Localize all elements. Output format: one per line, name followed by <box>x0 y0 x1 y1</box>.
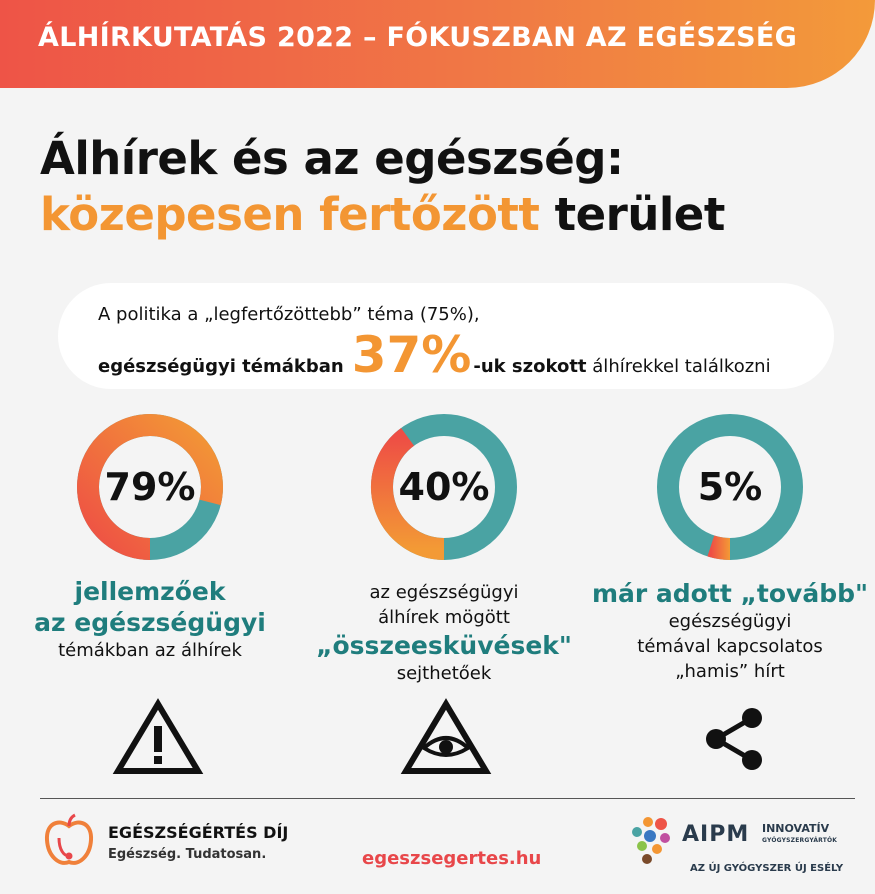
banner-title: ÁLHÍRKUTATÁS 2022 – FÓKUSZBAN AZ EGÉSZSÉG <box>38 22 798 53</box>
stat-2-teal-1: „összeesküvések" <box>316 631 572 660</box>
share-icon <box>698 702 772 776</box>
header-banner <box>0 0 875 88</box>
stat-3-caption <box>585 578 875 684</box>
page-title-line1: Álhírek és az egészség: <box>40 132 624 185</box>
title-rest: terület <box>554 188 725 241</box>
donut-2-label: 40% <box>398 465 490 509</box>
partner-name: AIPM <box>682 822 750 847</box>
stat-1-teal-1: jellemzőek <box>74 577 226 606</box>
donut-chart-3 <box>655 412 805 562</box>
summary-line1: A politika a „legfertőzöttebb” téma (75%), <box>98 304 480 325</box>
stat-2-caption <box>304 580 584 686</box>
stat-1-caption <box>20 576 280 663</box>
website-link[interactable]: egeszsegertes.hu <box>362 848 542 869</box>
title-highlight: közepesen fertőzött <box>40 188 540 241</box>
donut-1-label: 79% <box>104 465 196 509</box>
summary-rest: álhírekkel találkozni <box>592 356 771 377</box>
aipm-logo-icon <box>628 816 680 868</box>
partner-line1: INNOVATÍV <box>762 822 830 835</box>
stat-3-text-3: „hamis” hírt <box>675 661 785 682</box>
summary-bold: egészségügyi témákban <box>98 356 344 377</box>
stat-3-text-2: témával kapcsolatos <box>637 636 823 657</box>
donut-chart-2 <box>369 412 519 562</box>
eye-triangle-icon <box>400 698 492 776</box>
partner-line2: GYÓGYSZERGYÁRTÓK <box>762 837 838 844</box>
footer-org-title: EGÉSZSÉGÉRTÉS DÍJ <box>108 823 289 842</box>
footer-divider <box>40 798 855 799</box>
page-title-line2 <box>40 188 725 241</box>
stat-3-text-1: egészségügyi <box>668 611 792 632</box>
summary-bold-suffix: -uk szokott <box>473 356 587 377</box>
stat-1-teal-2: az egészségügyi <box>34 608 266 637</box>
warning-triangle-icon <box>112 698 204 776</box>
donut-3-label: 5% <box>697 465 763 509</box>
apple-logo-icon <box>44 812 94 870</box>
stat-2-text-1: az egészségügyi <box>369 582 519 603</box>
stat-1-text-1: témákban az álhírek <box>58 640 242 661</box>
summary-line2 <box>98 326 771 384</box>
donut-chart-1 <box>75 412 225 562</box>
partner-tagline: AZ ÚJ GYÓGYSZER ÚJ ESÉLY <box>690 863 844 874</box>
stat-2-text-2: álhírek mögött <box>378 607 510 628</box>
stat-3-teal-1: már adott „tovább" <box>591 579 869 608</box>
stat-2-text-3: sejthetőek <box>396 663 492 684</box>
summary-big-value: 37% <box>351 326 472 384</box>
footer-org-subtitle: Egészség. Tudatosan. <box>108 847 267 862</box>
